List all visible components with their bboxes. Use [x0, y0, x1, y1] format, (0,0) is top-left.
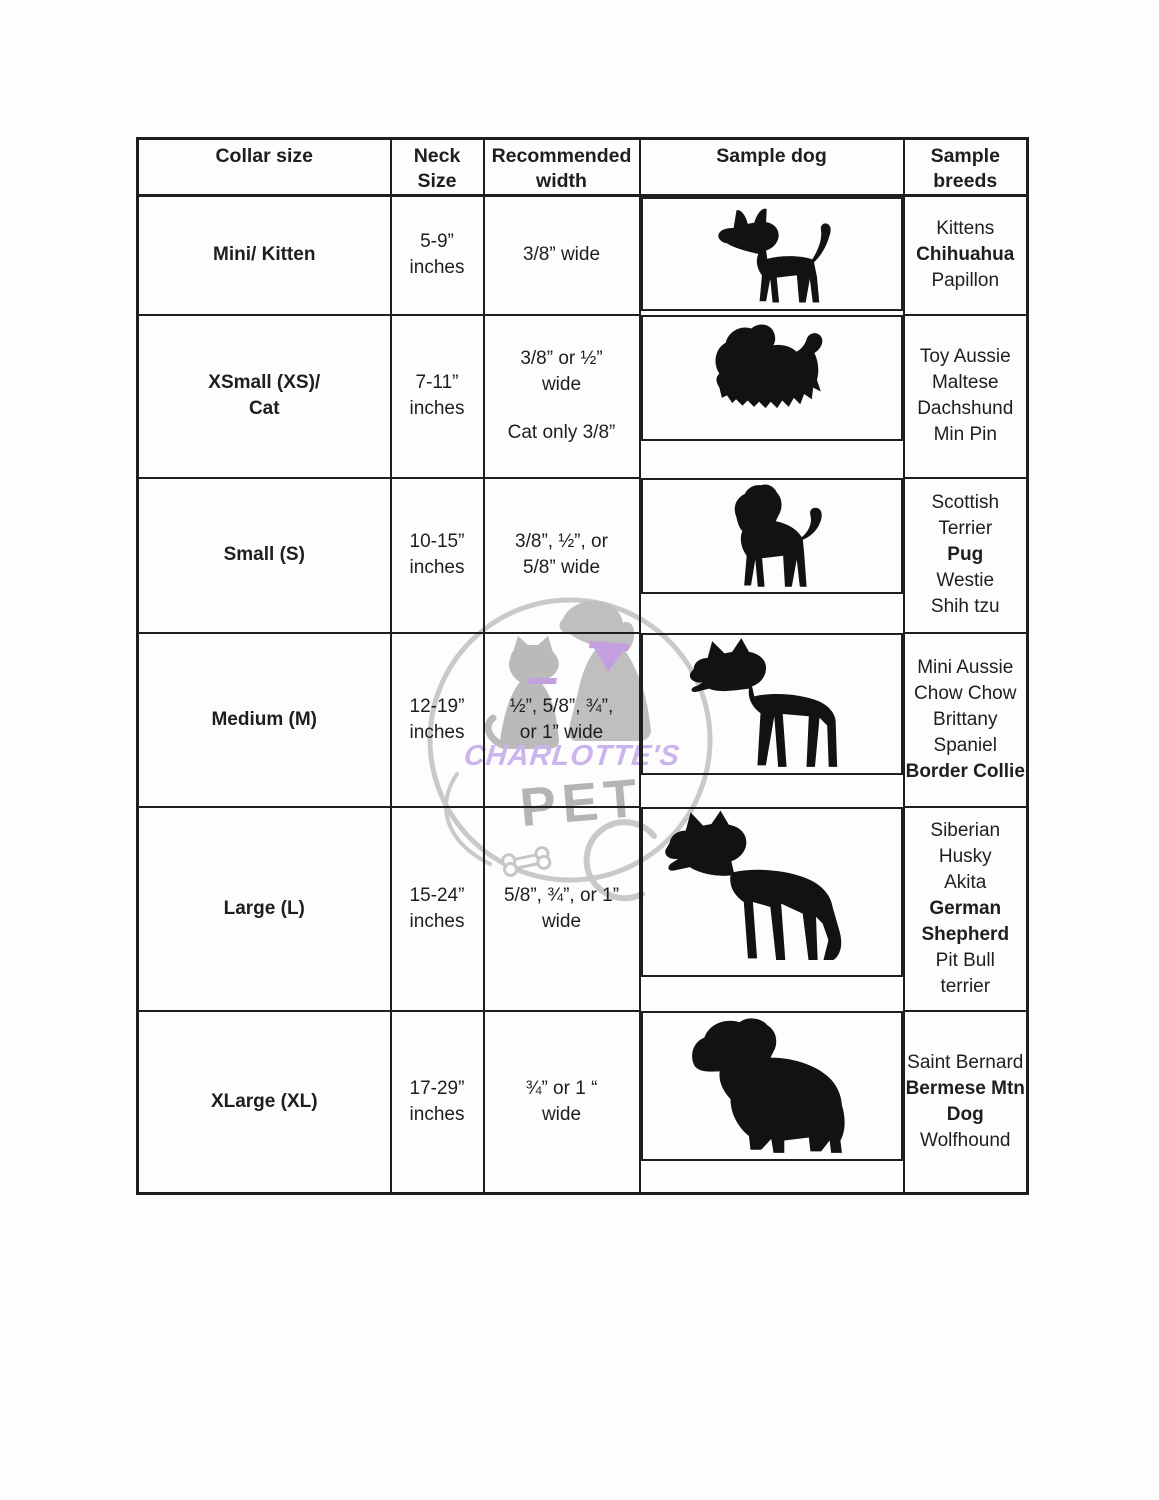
- neck-size-unit: inches: [409, 910, 465, 932]
- breed-name: Scottish: [931, 492, 1000, 513]
- cattle-dog-icon: [683, 635, 861, 773]
- breed-name: Chow Chow: [914, 682, 1017, 704]
- breed-name: Border Collie: [905, 760, 1025, 782]
- breed-name: Maltese: [931, 372, 999, 393]
- breed-name: Chihuahua: [916, 244, 1015, 266]
- collar-size-table: [136, 137, 1029, 1195]
- breed-name: Saint Bernard: [907, 1051, 1024, 1073]
- width-value: wide: [541, 374, 582, 395]
- header-collar-size: Collar size: [215, 145, 314, 167]
- bernese-mountain-dog-icon: [669, 1013, 875, 1159]
- header-row: [138, 139, 1028, 196]
- table-row: [138, 315, 1028, 478]
- header-sample-dog: Sample dog: [716, 145, 827, 167]
- breed-name: Pug: [947, 544, 984, 565]
- breed-name: Terrier: [938, 518, 993, 539]
- watermark-pet-text: PET: [517, 767, 646, 839]
- width-value: 5/8”, ¾”, or 1”: [503, 884, 620, 906]
- width-value: wide: [541, 1103, 582, 1125]
- collar-size-label: Cat: [248, 398, 280, 419]
- breed-name: Dog: [946, 1103, 984, 1125]
- breed-name: Siberian: [930, 819, 1001, 841]
- width-value: ¾” or 1 “: [525, 1077, 598, 1099]
- breed-name: Kittens: [936, 218, 995, 240]
- german-shepherd-icon: [658, 809, 886, 975]
- breed-name: terrier: [940, 975, 991, 997]
- width-value: ½”, 5/8”, ¾”,: [509, 695, 614, 717]
- breed-name: Mini Aussie: [917, 656, 1014, 678]
- table-row: [138, 1011, 1028, 1194]
- breed-name: Husky: [938, 845, 992, 867]
- breed-name: Dachshund: [917, 398, 1014, 419]
- width-value: or 1” wide: [519, 721, 604, 743]
- collar-size-label: XLarge (XL): [210, 1090, 318, 1112]
- chihuahua-icon: [707, 199, 837, 309]
- breed-name: Akita: [944, 871, 987, 893]
- breed-name: Min Pin: [933, 424, 997, 445]
- breed-name: Toy Aussie: [919, 346, 1011, 367]
- width-value: 5/8” wide: [522, 557, 601, 578]
- neck-size-value: 5-9”: [420, 231, 454, 253]
- collar-size-label: Mini/ Kitten: [213, 244, 316, 266]
- neck-size-unit: inches: [409, 721, 465, 743]
- header-sample-breeds: Sample breeds: [930, 145, 1000, 192]
- breed-name: German: [929, 897, 1002, 919]
- breed-name: Shih tzu: [930, 596, 1000, 617]
- collar-size-label: XSmall (XS)/: [208, 372, 321, 393]
- neck-size-unit: inches: [409, 398, 465, 419]
- neck-size-value: 12-19”: [409, 695, 465, 717]
- breed-name: Shepherd: [921, 923, 1010, 945]
- width-note: Cat only 3/8”: [507, 422, 616, 443]
- table-row: [138, 807, 1028, 1011]
- table-row: [138, 633, 1028, 807]
- neck-size-value: 7-11”: [415, 372, 459, 393]
- collar-size-label: Small (S): [223, 544, 305, 565]
- maltese-icon: [701, 317, 843, 439]
- width-value: 3/8” or ½”: [520, 348, 603, 369]
- neck-size-value: 10-15”: [409, 531, 465, 552]
- width-value: 3/8”, ½”, or: [515, 531, 608, 552]
- table-row: [138, 478, 1028, 633]
- table-row: [138, 196, 1028, 315]
- neck-size-unit: inches: [409, 1103, 465, 1125]
- breed-name: Papillon: [931, 270, 1000, 292]
- breed-name: Wolfhound: [920, 1129, 1011, 1151]
- breed-name: Brittany: [933, 708, 998, 730]
- neck-size-unit: inches: [409, 257, 465, 279]
- watermark-brand-text: CHARLOTTE'S: [462, 740, 682, 772]
- collar-size-label: Large (L): [223, 897, 305, 919]
- pug-icon: [704, 480, 840, 592]
- collar-size-label: Medium (M): [211, 708, 318, 730]
- breed-name: Pit Bull: [935, 949, 995, 971]
- breed-name: Westie: [936, 570, 995, 591]
- header-recommended-width: Recommended width: [491, 145, 632, 192]
- breed-name: Spaniel: [933, 734, 997, 756]
- width-value: wide: [541, 910, 582, 932]
- width-value: 3/8” wide: [522, 244, 601, 266]
- neck-size-value: 15-24”: [409, 884, 465, 906]
- neck-size-value: 17-29”: [409, 1077, 465, 1099]
- header-neck-size: Neck Size: [413, 145, 461, 192]
- breed-name: Bermese Mtn: [905, 1077, 1025, 1099]
- neck-size-unit: inches: [409, 557, 465, 578]
